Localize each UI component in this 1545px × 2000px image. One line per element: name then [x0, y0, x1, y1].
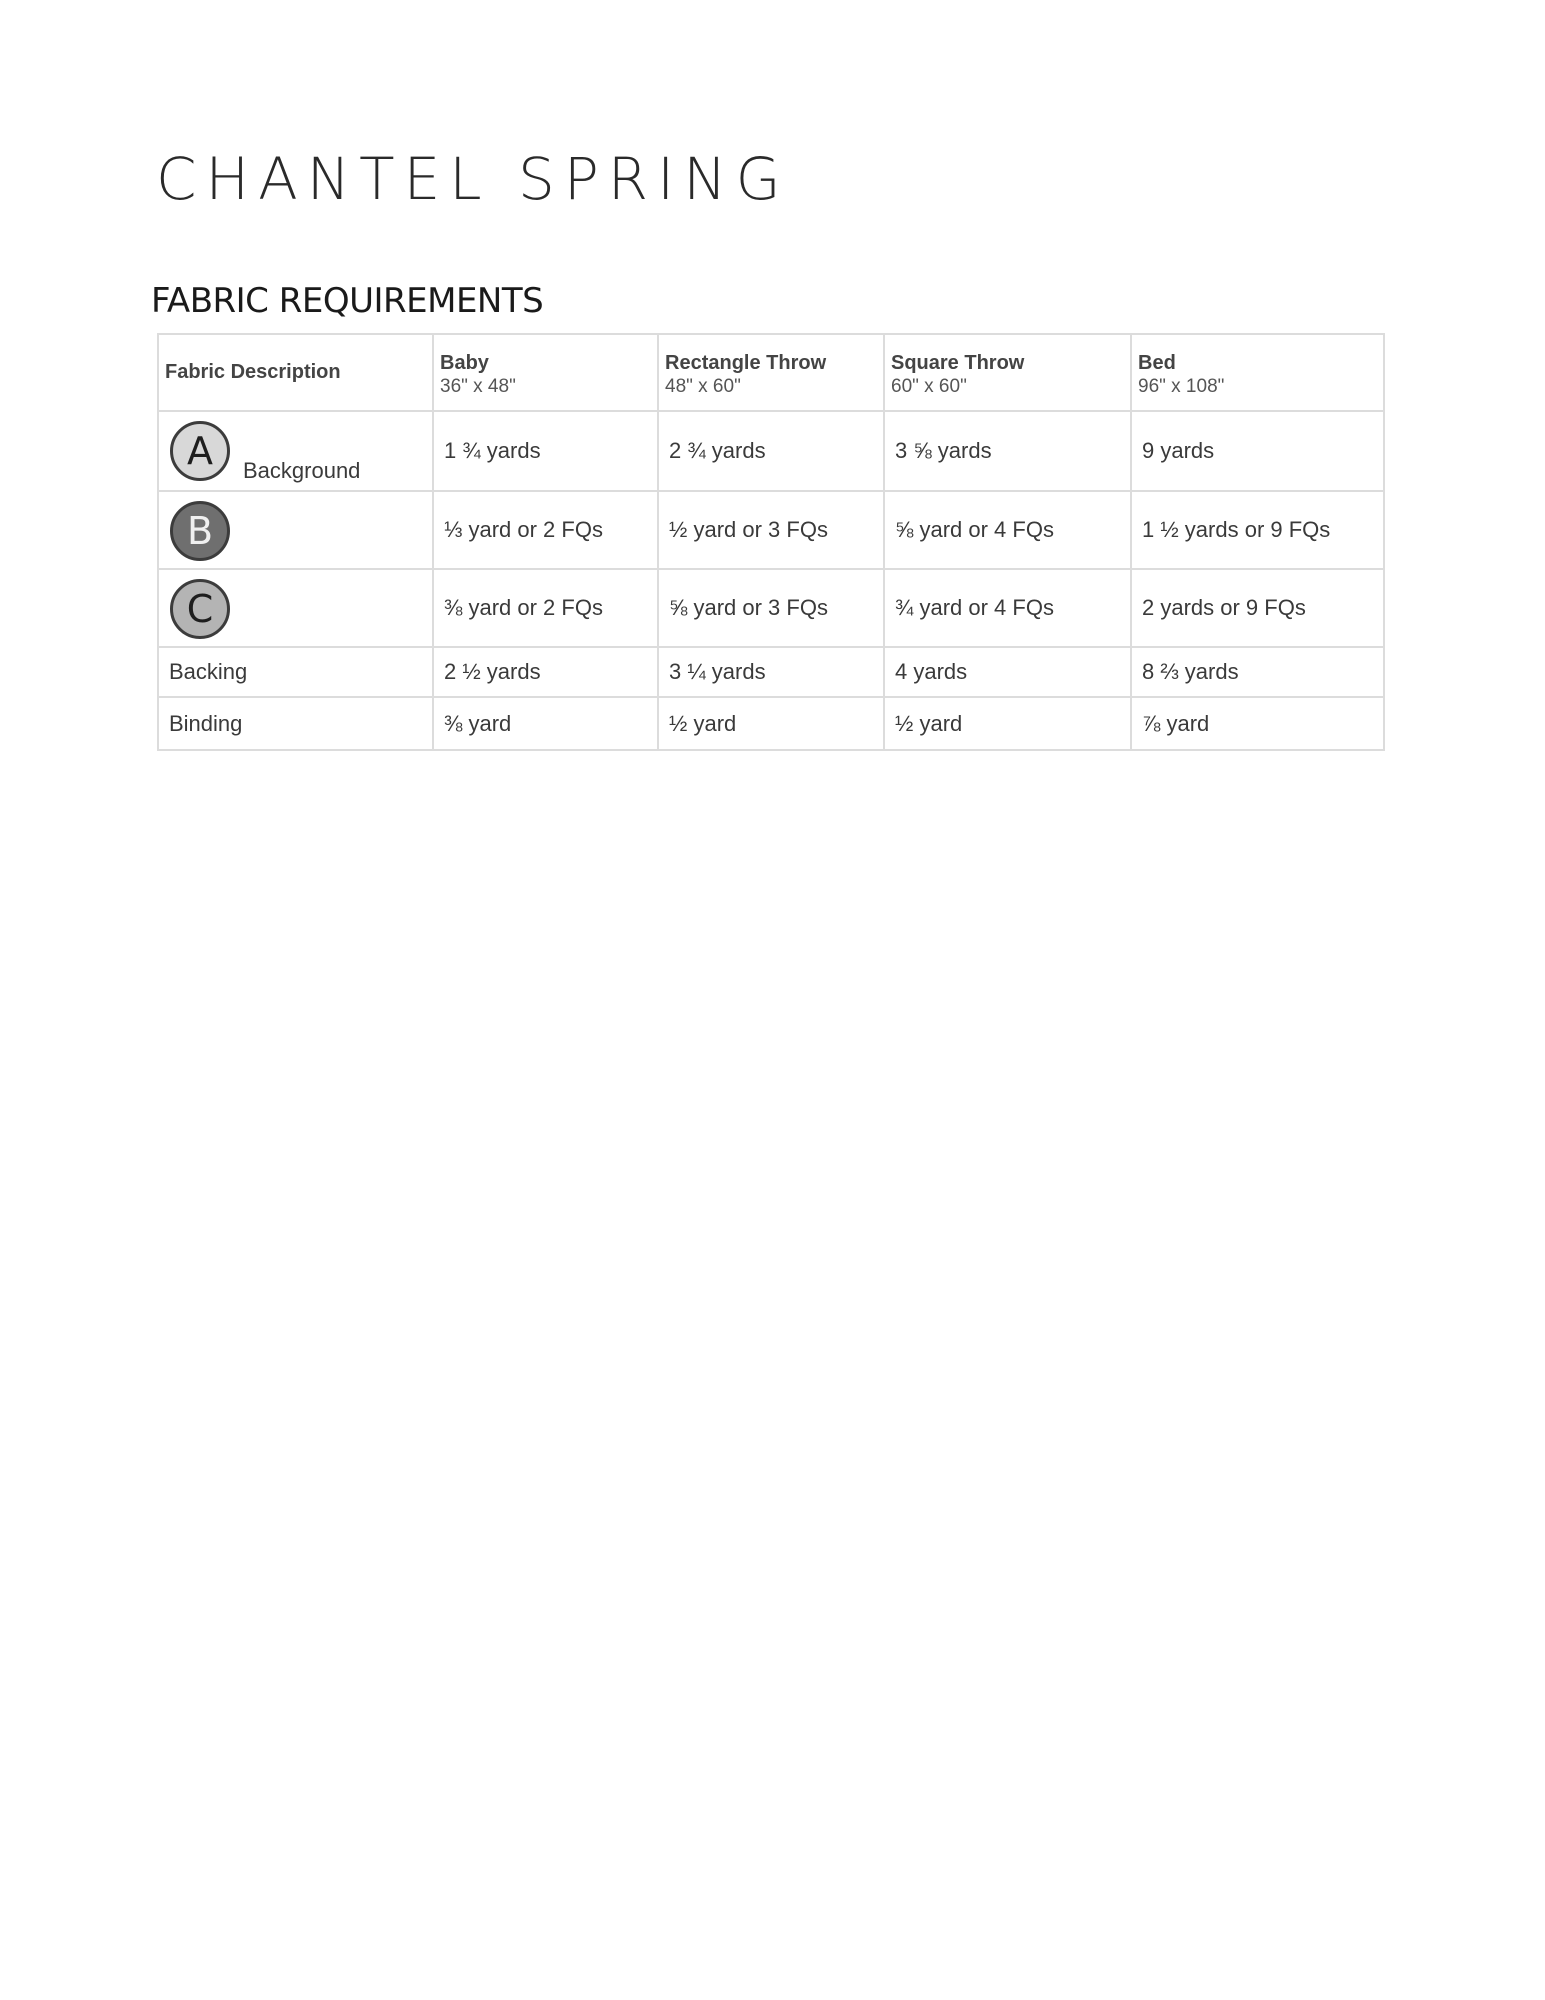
fabric-label: Backing — [158, 647, 433, 697]
header-size-baby — [433, 334, 658, 411]
size-dimensions: 48" x 60" — [665, 375, 741, 397]
fabric-badge-wrapper — [170, 501, 230, 561]
table-cell: ½ yard — [884, 697, 1131, 750]
table-cell: ½ yard or 3 FQs — [658, 491, 884, 569]
table-cell: 1 ¾ yards — [433, 411, 658, 491]
size-dimensions: 36" x 48" — [440, 375, 516, 397]
section-heading: FABRIC REQUIREMENTS — [151, 281, 544, 321]
table-cell: 8 ⅔ yards — [1131, 647, 1384, 697]
table-cell: ½ yard — [658, 697, 884, 750]
header-fabric-description: Fabric Description — [158, 334, 433, 411]
size-dimensions: 96" x 108" — [1138, 375, 1225, 397]
size-name: Rectangle Throw — [665, 351, 827, 374]
table-cell: ⅜ yard — [433, 697, 658, 750]
table-header-row — [158, 334, 1384, 411]
size-name: Square Throw — [891, 351, 1025, 374]
header-size-square-throw — [884, 334, 1131, 411]
header-size-rectangle-throw — [658, 334, 884, 411]
fabric-badge-a: A — [170, 421, 230, 481]
table-row-binding — [158, 697, 1384, 750]
table-cell: 3 ¼ yards — [658, 647, 884, 697]
size-name: Bed — [1138, 351, 1176, 374]
table-cell: ⅝ yard or 4 FQs — [884, 491, 1131, 569]
table-cell: 9 yards — [1131, 411, 1384, 491]
table-cell: 2 ½ yards — [433, 647, 658, 697]
fabric-label: Binding — [158, 697, 433, 750]
table-cell: ¾ yard or 4 FQs — [884, 569, 1131, 647]
table-row-fabric-a — [158, 411, 1384, 491]
fabric-description-cell — [158, 491, 433, 569]
table-cell: 2 yards or 9 FQs — [1131, 569, 1384, 647]
fabric-description-cell — [158, 569, 433, 647]
table-row-fabric-b — [158, 491, 1384, 569]
fabric-requirements-table — [157, 333, 1385, 751]
fabric-badge-wrapper — [170, 421, 230, 481]
fabric-description-cell — [158, 411, 433, 491]
table-cell: ⅝ yard or 3 FQs — [658, 569, 884, 647]
document-title: CHANTEL SPRING — [156, 145, 790, 213]
table-cell: 1 ½ yards or 9 FQs — [1131, 491, 1384, 569]
table-cell: 2 ¾ yards — [658, 411, 884, 491]
size-name: Baby — [440, 351, 489, 374]
table-cell: ⅓ yard or 2 FQs — [433, 491, 658, 569]
table-row-backing — [158, 647, 1384, 697]
fabric-badge-wrapper — [170, 579, 230, 639]
table-row-fabric-c — [158, 569, 1384, 647]
table-cell: ⅜ yard or 2 FQs — [433, 569, 658, 647]
fabric-badge-b: B — [170, 501, 230, 561]
size-dimensions: 60" x 60" — [891, 375, 967, 397]
table-cell: 4 yards — [884, 647, 1131, 697]
table-cell: 3 ⅝ yards — [884, 411, 1131, 491]
fabric-label: Background — [243, 458, 361, 483]
table-cell: ⅞ yard — [1131, 697, 1384, 750]
header-size-bed — [1131, 334, 1384, 411]
fabric-badge-c: C — [170, 579, 230, 639]
